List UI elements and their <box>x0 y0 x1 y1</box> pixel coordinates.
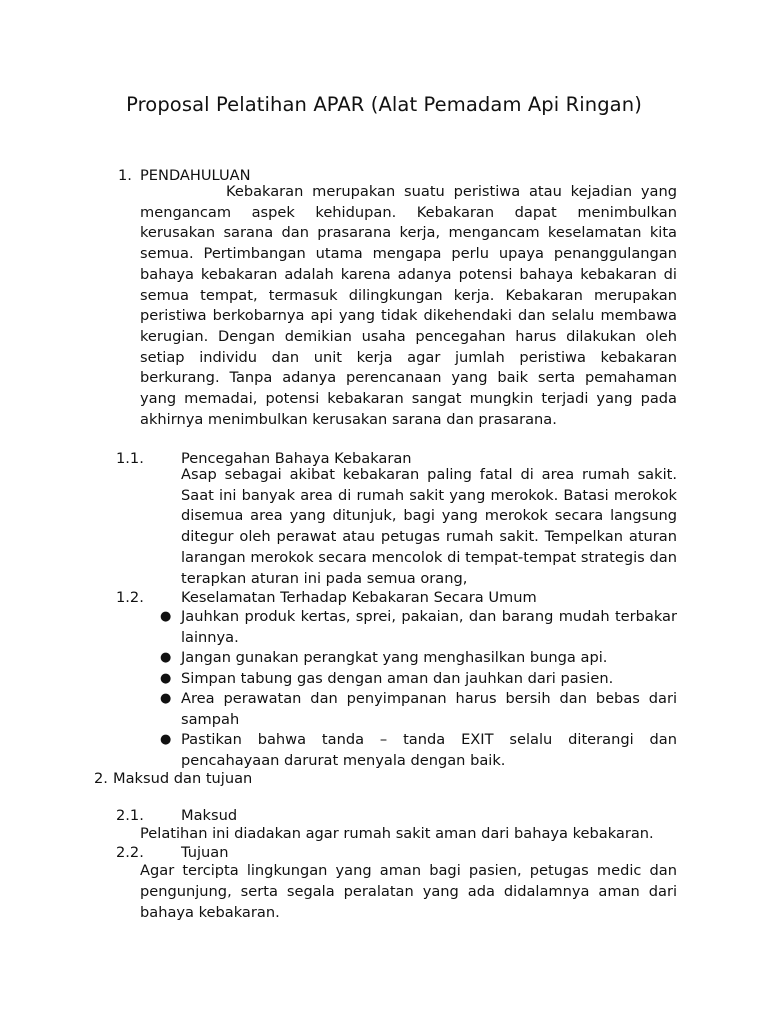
subsection-1-2-number: 1.2. <box>116 589 144 606</box>
section-2-heading: Maksud dan tujuan <box>113 770 253 787</box>
section-1-heading: PENDAHULUAN <box>140 167 251 184</box>
subsection-2-2-heading: Tujuan <box>181 844 229 861</box>
list-item <box>160 730 677 771</box>
subsection-1-1-paragraph: Asap sebagai akibat kebakaran paling fatal di area rumah sakit. Saat ini banyak area di rumah sakit yang merokok. Batasi merokok disemua area yang ditunjuk, bagi yang merokok secara langsung ditegur oleh perawat atau petugas rumah sakit. Tempelkan aturan larangan merokok secara mencolok di tempat-tempat strategis dan terapkan aturan ini pada semua orang, <box>181 466 677 587</box>
subsection-1-1-number: 1.1. <box>116 450 144 467</box>
safety-bullet-list <box>160 607 677 771</box>
subsection-1-2-heading: Keselamatan Terhadap Kebakaran Secara Umum <box>181 589 537 606</box>
bullet-text: Area perawatan dan penyimpanan harus bersih dan bebas dari sampah <box>181 690 677 728</box>
document-title: Proposal Pelatihan APAR (Alat Pemadam Api Ringan) <box>126 93 642 116</box>
bullet-text: Simpan tabung gas dengan aman dan jauhkan dari pasien. <box>181 669 614 687</box>
bullet-icon: ● <box>160 670 172 686</box>
list-item <box>160 607 677 648</box>
bullet-icon: ● <box>160 650 172 665</box>
list-item <box>160 648 677 669</box>
section-2-number: 2. <box>94 770 108 787</box>
subsection-1-1-heading: Pencegahan Bahaya Kebakaran <box>181 450 412 467</box>
subsection-2-1-paragraph: Pelatihan ini diadakan agar rumah sakit aman dari bahaya kebakaran. <box>140 825 654 842</box>
bullet-icon: ● <box>160 732 172 747</box>
subsection-2-2-number: 2.2. <box>116 844 144 861</box>
bullet-icon: ● <box>160 691 172 706</box>
section-1-paragraph <box>140 182 677 430</box>
bullet-icon: ● <box>160 609 172 624</box>
subsection-2-2-paragraph: Agar tercipta lingkungan yang aman bagi pasien, petugas medic dan pengunjung, serta segala peralatan yang ada didalamnya aman dari bahaya kebakaran. <box>140 862 677 921</box>
bullet-text: Jangan gunakan perangkat yang menghasilkan bunga api. <box>181 649 608 666</box>
subsection-2-1-heading: Maksud <box>181 807 238 824</box>
bullet-text: Jauhkan produk kertas, sprei, pakaian, dan barang mudah terbakar lainnya. <box>181 608 677 646</box>
section-1-paragraph-text: Kebakaran merupakan suatu peristiwa atau kejadian yang mengancam aspek kehidupan. Kebakaran dapat menimbulkan kerusakan sarana dan prasarana kerja, mengancam keselamatan kita semua. Pertimbangan utama mengapa perlu upaya penanggulangan bahaya kebakaran adalah karena adanya potensi bahaya kebakaran di semua tempat, termasuk dilingkungan kerja. Kebakaran merupakan peristiwa berkobarnya api yang tidak dikehendaki dan selalu membawa kerugian. Dengan demikian usaha pencegahan harus dilakukan oleh setiap individu dan unit kerja agar jumlah peristiwa kebakaran berkurang. Tanpa adanya perencanaan yang baik serta pemahaman yang memadai, potensi kebakaran sangat mungkin terjadi yang pada akhirnya menimbulkan kerusakan sarana dan prasarana. <box>140 183 677 428</box>
list-item <box>160 669 677 690</box>
bullet-text: Pastikan bahwa tanda – tanda EXIT selalu diterangi dan pencahayaan darurat menyala dengan baik. <box>181 731 677 769</box>
list-item <box>160 689 677 730</box>
subsection-2-1-number: 2.1. <box>116 807 144 824</box>
section-1-number: 1. <box>118 167 132 184</box>
